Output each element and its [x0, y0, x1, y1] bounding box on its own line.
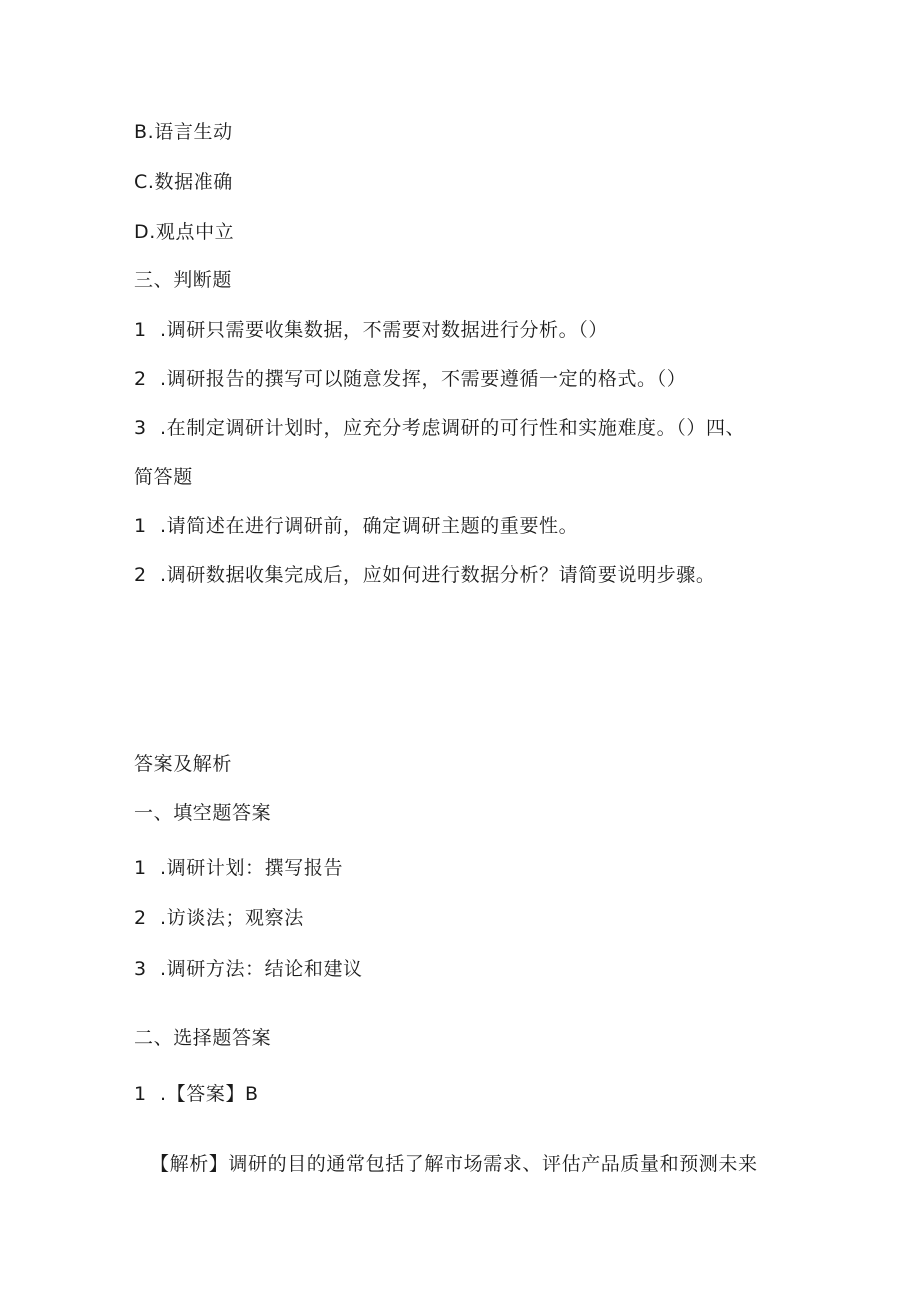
item-text: .访谈法；观察法 [160, 907, 304, 929]
judgment-heading: 三、判断题 [134, 269, 233, 291]
short-answer-item [134, 563, 715, 587]
item-text: .调研方法：结论和建议 [160, 958, 363, 980]
short-answer-heading: 简答题 [134, 466, 193, 488]
item-number: 3 [134, 417, 147, 439]
fill-answer-item [134, 957, 363, 981]
item-number: 1 [134, 857, 147, 879]
option-c: C.数据准确 [134, 171, 233, 193]
item-number: 2 [134, 907, 147, 929]
answers-title: 答案及解析 [134, 753, 233, 775]
item-number: 3 [134, 958, 147, 980]
fill-answers-heading: 一、填空题答案 [134, 802, 272, 824]
item-text: .调研数据收集完成后，应如何进行数据分析？请简要说明步骤。 [160, 564, 716, 586]
item-text: .【答案】B [160, 1083, 259, 1105]
fill-answer-item [134, 856, 343, 880]
item-number: 1 [134, 515, 147, 537]
fill-answer-item [134, 906, 304, 930]
analysis-text: 【解析】调研的目的通常包括了解市场需求、评估产品质量和预测未来 [150, 1153, 758, 1175]
judgment-item [134, 367, 686, 391]
choice-answer-item [134, 1082, 259, 1106]
choice-answers-heading: 二、选择题答案 [134, 1027, 272, 1049]
option-b: B.语言生动 [134, 121, 233, 143]
item-text: .调研只需要收集数据，不需要对数据进行分析。（） [160, 319, 608, 341]
short-answer-item [134, 514, 578, 538]
item-text: .调研计划：撰写报告 [160, 857, 344, 879]
option-d: D.观点中立 [134, 221, 235, 243]
item-number: 2 [134, 564, 147, 586]
item-number: 1 [134, 319, 147, 341]
item-number: 2 [134, 368, 147, 390]
item-text: .请简述在进行调研前，确定调研主题的重要性。 [160, 515, 579, 537]
item-text: .在制定调研计划时，应充分考虑调研的可行性和实施难度。（）四、 [160, 417, 746, 439]
item-number: 1 [134, 1083, 147, 1105]
judgment-item [134, 318, 608, 342]
judgment-item [134, 416, 745, 440]
item-text: .调研报告的撰写可以随意发挥，不需要遵循一定的格式。（） [160, 368, 687, 390]
